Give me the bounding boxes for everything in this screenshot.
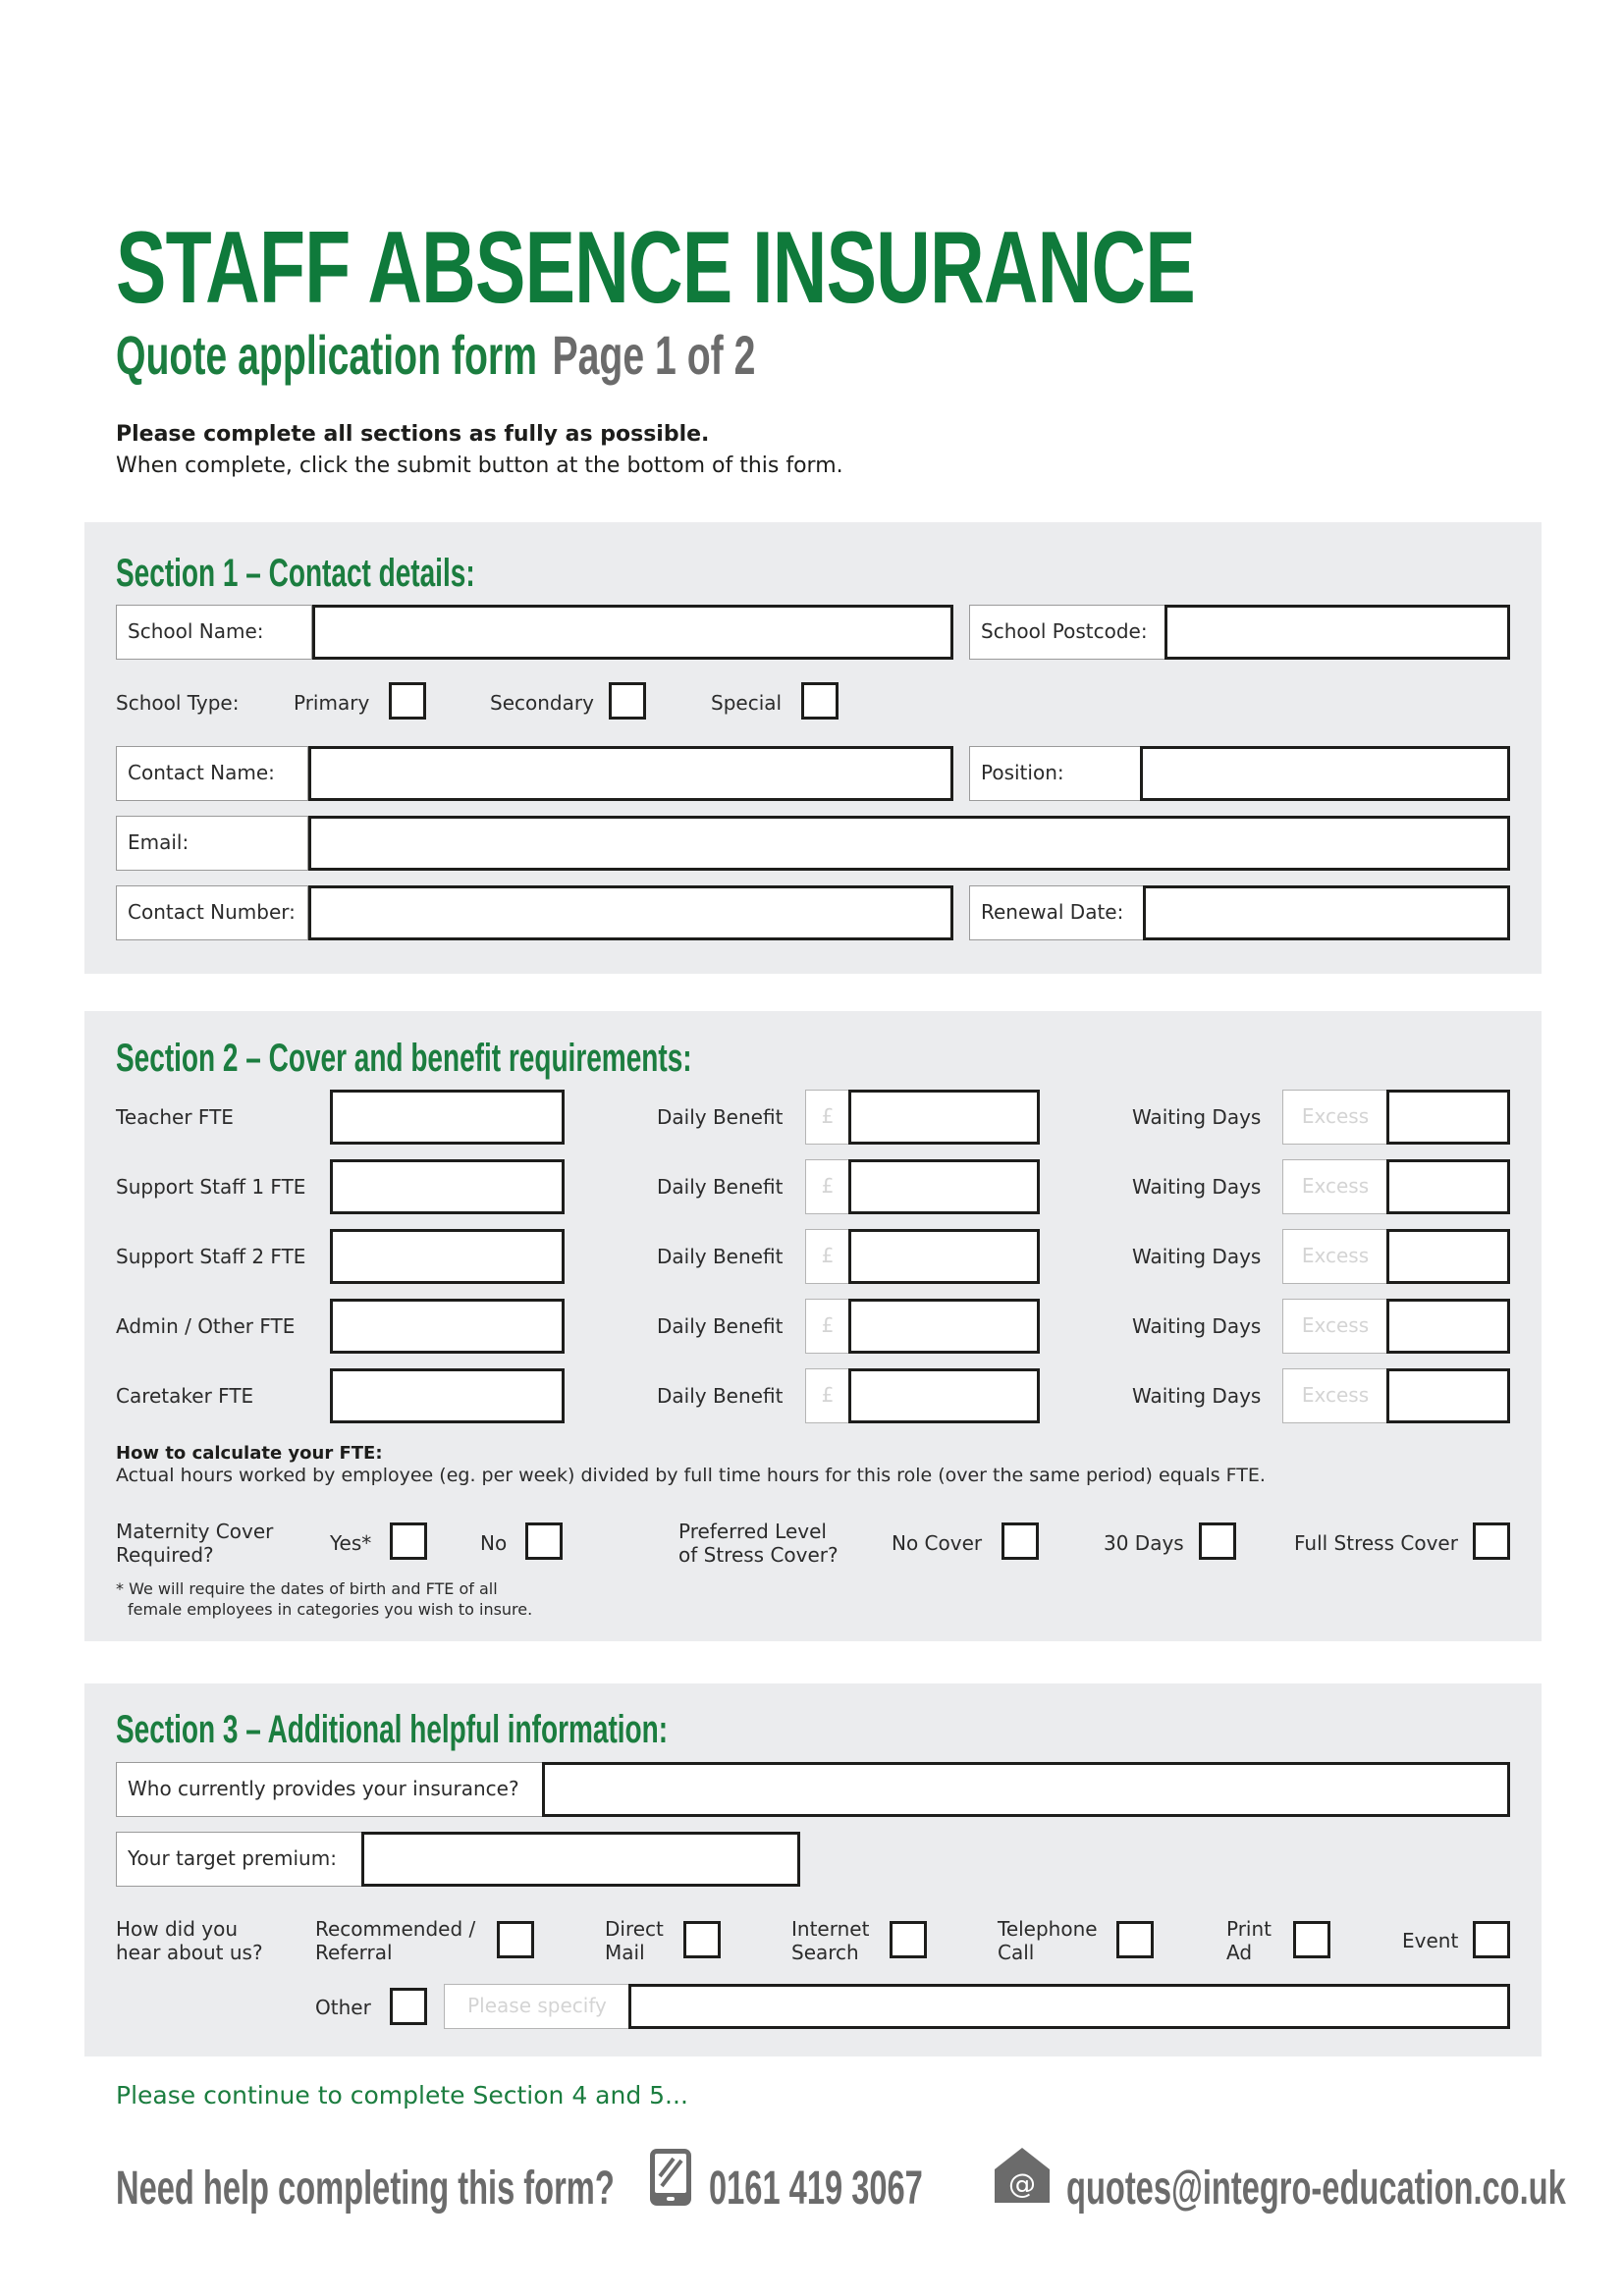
section-2-panel	[84, 1011, 1542, 1641]
other-checkbox[interactable]	[390, 1988, 427, 2025]
no-cover-label: No Cover	[892, 1531, 983, 1555]
section-1-title: Section 1 – Contact details:	[116, 552, 475, 595]
fte-input[interactable]	[330, 1159, 565, 1214]
section-2-title: Section 2 – Cover and benefit requirements:	[116, 1037, 692, 1080]
intro-bold: Please complete all sections as fully as possible.	[116, 422, 710, 447]
event-checkbox[interactable]	[1473, 1921, 1510, 1958]
currency-prefix: £	[805, 1368, 850, 1423]
internet-line2: Search	[791, 1941, 859, 1964]
daily-benefit-input[interactable]	[848, 1090, 1040, 1145]
currency-prefix: £	[805, 1159, 850, 1214]
maternity-note	[116, 1578, 532, 1620]
position-input[interactable]	[1140, 746, 1510, 801]
maternity-no-label: No	[480, 1531, 508, 1555]
excess-placeholder: Excess	[1282, 1159, 1388, 1214]
telephone-call-checkbox[interactable]	[1116, 1921, 1154, 1958]
telephone-call-label	[998, 1917, 1098, 1964]
maternity-yes-checkbox[interactable]	[390, 1522, 427, 1560]
waiting-days-label: Waiting Days	[1132, 1105, 1262, 1129]
print-line1: Print	[1226, 1917, 1272, 1941]
excess-placeholder: Excess	[1282, 1368, 1388, 1423]
fte-input[interactable]	[330, 1368, 565, 1423]
print-ad-checkbox[interactable]	[1293, 1921, 1330, 1958]
daily-benefit-label: Daily Benefit	[657, 1314, 784, 1338]
school-postcode-input[interactable]	[1164, 605, 1510, 660]
maternity-label	[116, 1520, 273, 1567]
excess-placeholder: Excess	[1282, 1090, 1388, 1145]
maternity-label-line2: Required?	[116, 1543, 214, 1567]
hear-about-label	[116, 1917, 263, 1964]
hear-line2: hear about us?	[116, 1941, 263, 1964]
intro-text: When complete, click the submit button at the bottom of this form.	[116, 454, 843, 478]
telephone-line1: Telephone	[998, 1917, 1098, 1941]
note-line2: female employees in categories you wish to insure.	[128, 1600, 533, 1619]
section-1-panel	[84, 522, 1542, 974]
recommended-checkbox[interactable]	[497, 1921, 534, 1958]
other-specify-input[interactable]	[628, 1984, 1510, 2029]
waiting-days-label: Waiting Days	[1132, 1175, 1262, 1199]
internet-search-label	[791, 1917, 869, 1964]
secondary-checkbox[interactable]	[609, 682, 646, 720]
stress-label-line2: of Stress Cover?	[678, 1543, 839, 1567]
special-label: Special	[711, 691, 783, 715]
recommended-line1: Recommended /	[315, 1917, 476, 1941]
target-premium-input[interactable]	[361, 1832, 800, 1887]
daily-benefit-input[interactable]	[848, 1229, 1040, 1284]
secondary-label: Secondary	[490, 691, 594, 715]
specify-placeholder: Please specify	[444, 1984, 630, 2029]
internet-line1: Internet	[791, 1917, 870, 1941]
thirty-days-label: 30 Days	[1104, 1531, 1184, 1555]
stress-cover-label	[678, 1520, 839, 1567]
target-premium-label: Your target premium:	[116, 1832, 363, 1887]
continue-note: Please continue to complete Section 4 and 5...	[116, 2081, 688, 2109]
form-title: STAFF ABSENCE INSURANCE	[116, 211, 1195, 325]
email-icon	[992, 2145, 1053, 2206]
cover-row-label: Support Staff 2 FTE	[116, 1245, 306, 1268]
form-subtitle	[116, 326, 755, 385]
daily-benefit-label: Daily Benefit	[657, 1384, 784, 1408]
svg-text:@: @	[1008, 2167, 1036, 2200]
school-postcode-label: School Postcode:	[969, 605, 1165, 660]
hear-line1: How did you	[116, 1917, 239, 1941]
fte-input[interactable]	[330, 1299, 565, 1354]
waiting-days-input[interactable]	[1386, 1299, 1510, 1354]
special-checkbox[interactable]	[801, 682, 839, 720]
waiting-days-label: Waiting Days	[1132, 1384, 1262, 1408]
cover-row-label: Admin / Other FTE	[116, 1314, 296, 1338]
no-cover-checkbox[interactable]	[1001, 1522, 1039, 1560]
full-stress-label: Full Stress Cover	[1294, 1531, 1458, 1555]
waiting-days-input[interactable]	[1386, 1159, 1510, 1214]
stress-label-line1: Preferred Level	[678, 1520, 827, 1543]
daily-benefit-input[interactable]	[848, 1299, 1040, 1354]
email-label: Email:	[116, 816, 308, 871]
waiting-days-input[interactable]	[1386, 1368, 1510, 1423]
recommended-line2: Referral	[315, 1941, 393, 1964]
contact-number-input[interactable]	[308, 885, 953, 940]
renewal-date-label: Renewal Date:	[969, 885, 1145, 940]
fte-input[interactable]	[330, 1229, 565, 1284]
current-provider-label: Who currently provides your insurance?	[116, 1762, 544, 1817]
other-label: Other	[315, 1996, 371, 2019]
internet-search-checkbox[interactable]	[890, 1921, 927, 1958]
renewal-date-input[interactable]	[1143, 885, 1510, 940]
cover-row-label: Teacher FTE	[116, 1105, 234, 1129]
maternity-yes-label: Yes*	[330, 1531, 372, 1555]
telephone-line2: Call	[998, 1941, 1035, 1964]
section-3-title: Section 3 – Additional helpful information:	[116, 1708, 669, 1751]
waiting-days-label: Waiting Days	[1132, 1245, 1262, 1268]
contact-name-label: Contact Name:	[116, 746, 308, 801]
contact-name-input[interactable]	[308, 746, 953, 801]
daily-benefit-label: Daily Benefit	[657, 1175, 784, 1199]
maternity-label-line1: Maternity Cover	[116, 1520, 274, 1543]
waiting-days-input[interactable]	[1386, 1229, 1510, 1284]
email-address[interactable]: quotes@integro-education.co.uk	[1066, 2163, 1566, 2215]
phone-icon	[648, 2147, 693, 2208]
daily-benefit-label: Daily Benefit	[657, 1245, 784, 1268]
print-line2: Ad	[1226, 1941, 1253, 1964]
fte-heading: How to calculate your FTE:	[116, 1443, 383, 1464]
direct-mail-checkbox[interactable]	[683, 1921, 721, 1958]
contact-number-label: Contact Number:	[116, 885, 308, 940]
school-name-label: School Name:	[116, 605, 312, 660]
currency-prefix: £	[805, 1090, 850, 1145]
school-name-input[interactable]	[312, 605, 953, 660]
primary-label: Primary	[294, 691, 370, 715]
cover-row-label: Support Staff 1 FTE	[116, 1175, 306, 1199]
currency-prefix: £	[805, 1229, 850, 1284]
current-provider-input[interactable]	[542, 1762, 1510, 1817]
daily-benefit-input[interactable]	[848, 1368, 1040, 1423]
daily-benefit-label: Daily Benefit	[657, 1105, 784, 1129]
primary-checkbox[interactable]	[389, 682, 426, 720]
excess-placeholder: Excess	[1282, 1229, 1388, 1284]
direct-mail-label	[605, 1917, 664, 1964]
fte-input[interactable]	[330, 1090, 565, 1145]
direct-line1: Direct	[605, 1917, 664, 1941]
excess-placeholder: Excess	[1282, 1299, 1388, 1354]
school-type-label: School Type:	[116, 691, 240, 715]
email-input[interactable]	[308, 816, 1510, 871]
section-3-panel	[84, 1683, 1542, 2056]
waiting-days-input[interactable]	[1386, 1090, 1510, 1145]
fte-explanation: Actual hours worked by employee (eg. per week) divided by full time hours for this role (over the same period) equals FTE.	[116, 1465, 1266, 1486]
subtitle-text: Quote application form	[116, 324, 538, 386]
currency-prefix: £	[805, 1299, 850, 1354]
waiting-days-label: Waiting Days	[1132, 1314, 1262, 1338]
print-ad-label	[1226, 1917, 1272, 1964]
thirty-days-checkbox[interactable]	[1199, 1522, 1236, 1560]
daily-benefit-input[interactable]	[848, 1159, 1040, 1214]
note-line1: * We will require the dates of birth and FTE of all	[116, 1579, 498, 1598]
maternity-no-checkbox[interactable]	[525, 1522, 563, 1560]
position-label: Position:	[969, 746, 1142, 801]
help-text: Need help completing this form?	[116, 2163, 615, 2215]
phone-number[interactable]: 0161 419 3067	[709, 2163, 923, 2215]
page-indicator: Page 1 of 2	[552, 324, 756, 386]
recommended-label	[315, 1917, 475, 1964]
direct-line2: Mail	[605, 1941, 645, 1964]
cover-row-label: Caretaker FTE	[116, 1384, 254, 1408]
event-label: Event	[1402, 1929, 1459, 1952]
full-stress-checkbox[interactable]	[1473, 1522, 1510, 1560]
